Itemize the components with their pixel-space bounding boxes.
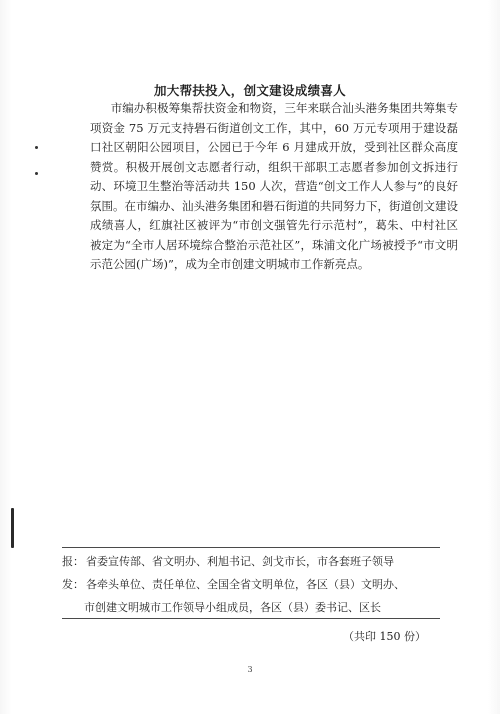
distribute-recipients-line1: 各牵头单位、责任单位、全国全省文明单位，各区（县）文明办、 (86, 578, 405, 591)
report-to-line (62, 554, 442, 569)
distribute-label: 发： (62, 578, 84, 591)
distribute-continuation-line (84, 600, 464, 615)
distribute-to-line (62, 577, 442, 592)
print-copies: （共印 150 份） (343, 630, 426, 643)
distribute-recipients-line2: 市创建文明城市工作领导小组成员，各区（县）委书记、区长 (84, 601, 381, 614)
footer-bottom-rule (62, 618, 440, 619)
report-label: 报： (62, 555, 84, 568)
document-title: 加大帮扶投入，创文建设成绩喜人 (153, 83, 346, 98)
body-paragraph: 市编办积极筹集帮扶资金和物资，三年来联合汕头港务集团共筹集专项资金 75 万元支持礐石街道创文工作，其中，60 万元专项用于建设磊口社区朝阳公园项目，公园已于今年 6 月建成开放，受到社区群众高度赞赏。积极开展创文志愿者行动，组织干部职工志愿者参加创文拆违行动、环境卫生整治等活动共 150 人次，营造“创文工作人人参与”的良好氛围。在市编办、汕头港务集团和礐石街道的共同努力下，街道创文建设成绩喜人，红旗社区被评为“市创文强管先行示范村”，葛朱、中村社区被定为“全市人居环境综合整治示范社区”，珠浦文化广场被授予“市文明示范公园(广场)”，成为全市创建文明城市工作新亮点。 (90, 101, 458, 271)
report-recipients: 省委宣传部、省文明办、利旭书记、剑戈市长，市各套班子领导 (86, 555, 394, 568)
footer-top-rule (62, 547, 440, 548)
margin-dot (35, 172, 38, 175)
page-number: 3 (247, 665, 253, 674)
binding-mark (11, 508, 14, 548)
body-text (90, 99, 458, 275)
margin-dot (35, 146, 38, 149)
